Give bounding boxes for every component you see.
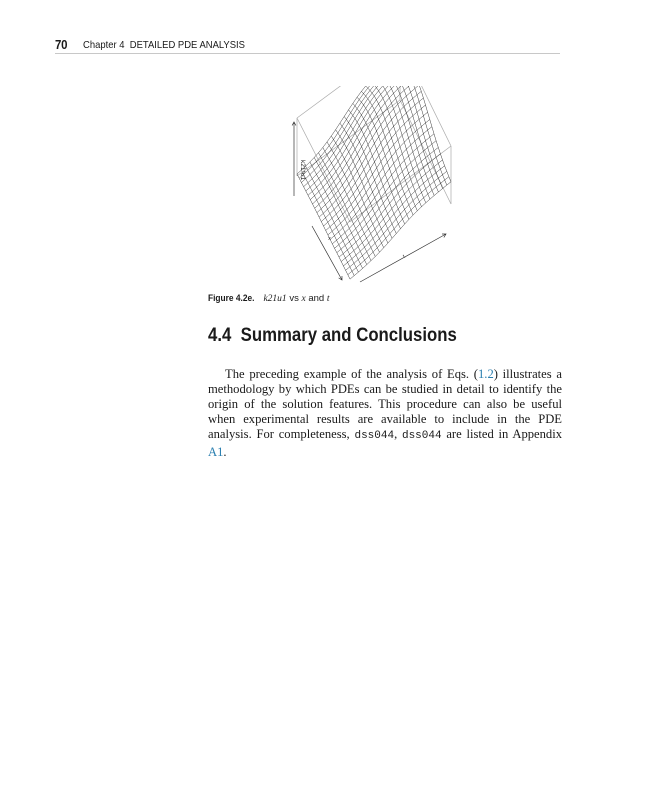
- running-head: [55, 37, 560, 54]
- caption-var-t: t: [326, 294, 330, 304]
- caption-vs: vs: [289, 293, 299, 304]
- mesh-line-x: [346, 171, 447, 270]
- paragraph-text: The preceding example of the analysis of Eqs. (: [225, 366, 478, 381]
- mesh-line-t: [374, 86, 426, 203]
- x-axis-label: x: [328, 236, 331, 242]
- x-axis-arrow: [312, 226, 342, 280]
- page-number: 70: [55, 37, 68, 52]
- figure-3d-surface: [270, 86, 490, 286]
- mesh-line-t: [387, 86, 438, 192]
- mesh-line-x: [299, 86, 402, 178]
- mesh-line-t: [353, 103, 405, 224]
- section-heading: [208, 324, 457, 347]
- summary-paragraph: [208, 367, 562, 460]
- mesh-line-x: [306, 86, 409, 191]
- mesh-line-x: [308, 86, 411, 195]
- caption-math: k21u1: [263, 294, 287, 304]
- caption-and: and: [308, 293, 325, 304]
- paragraph-text: .: [223, 444, 227, 459]
- mesh-line-x: [348, 177, 449, 275]
- mesh-line-x: [335, 141, 437, 249]
- code-dss044: dss044: [401, 430, 442, 443]
- caption-label: Figure 4.2e.: [208, 293, 255, 304]
- mesh-line-t: [331, 136, 383, 248]
- figure-caption: [208, 293, 329, 304]
- mesh-line-t: [306, 166, 359, 272]
- code-dss044: dss044: [354, 430, 395, 443]
- paragraph-text: are listed in Appendix: [441, 427, 563, 442]
- chapter-number: Chapter 4: [83, 39, 125, 51]
- z-axis-arrow: [292, 122, 296, 196]
- chapter-heading: [83, 39, 245, 51]
- mesh-line-x: [301, 86, 404, 183]
- paragraph-text: ) illustrates a methodology by which PDEs can be studied in detail to identify the origin of the solution features. This procedure can also be useful when experimental results are available to include in the PDE analysis. For completeness,: [208, 366, 562, 442]
- mesh-line-x: [297, 86, 400, 174]
- chapter-title: DETAILED PDE ANALYSIS: [129, 39, 245, 51]
- bounding-box: [297, 86, 451, 222]
- appendix-reference-link[interactable]: A1: [208, 444, 224, 459]
- t-axis-label: t: [402, 253, 407, 260]
- z-axis-label: k21*u1: [299, 160, 306, 181]
- mesh-line-x: [350, 182, 451, 279]
- mesh-line-t: [357, 97, 409, 219]
- equation-reference-link[interactable]: 1.2: [478, 366, 494, 381]
- surface-mesh: [297, 86, 451, 279]
- section-title: Summary and Conclusions: [240, 324, 457, 346]
- surface-plot: [270, 86, 490, 286]
- caption-var-x: x: [301, 294, 306, 304]
- mesh-line-t: [301, 170, 354, 275]
- section-number: 4.4: [208, 324, 232, 346]
- paragraph-text: ,: [394, 427, 402, 442]
